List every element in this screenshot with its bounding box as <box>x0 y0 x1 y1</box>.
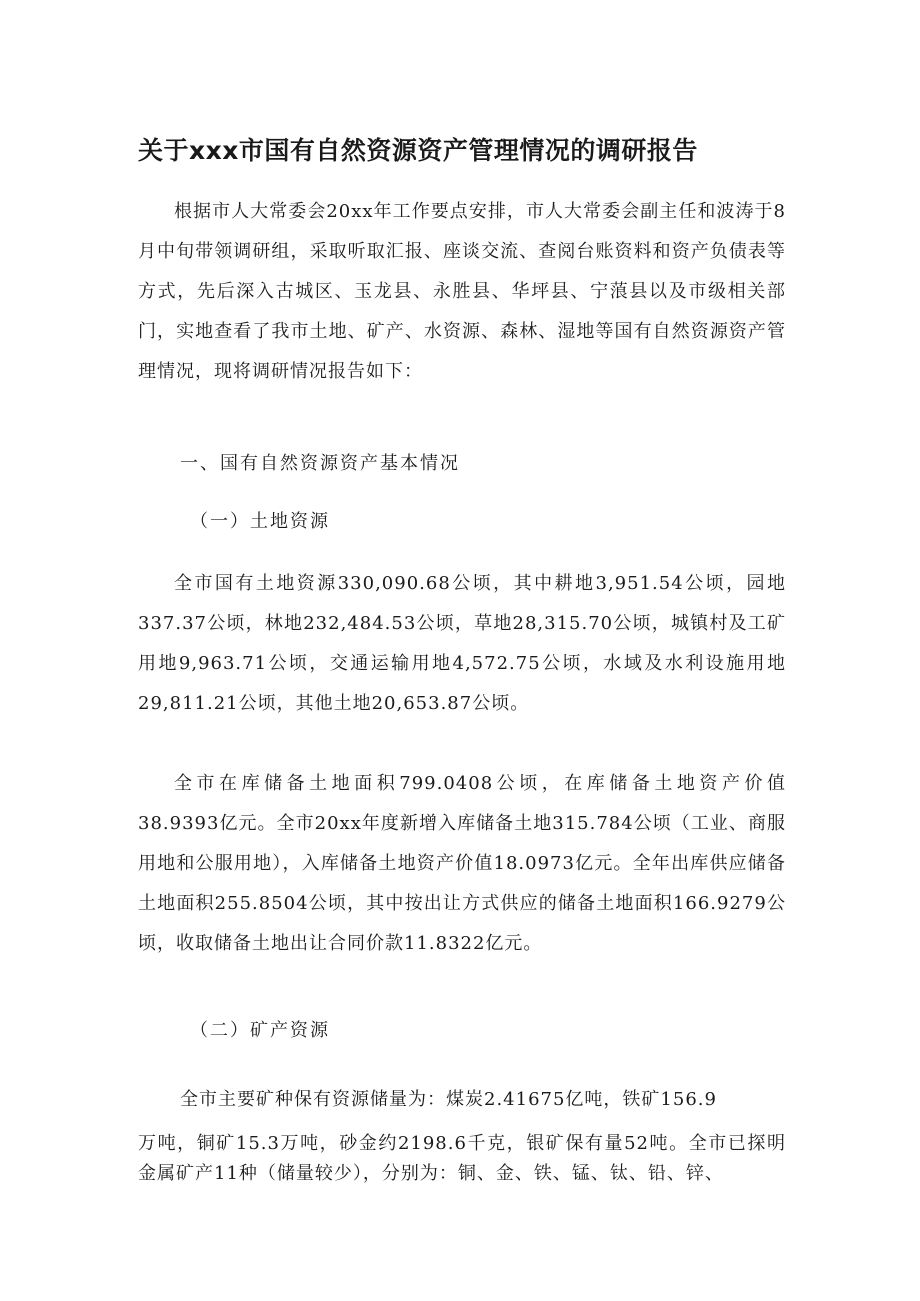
mineral-paragraph: 万吨，铜矿15.3万吨，砂金约2198.6千克，银矿保有量52吨。全市已探明金属矿产11种（储量较少），分别为：铜、金、铁、锰、钛、铅、锌、 <box>138 1133 786 1184</box>
subsection-heading-mineral: （二）矿产资源 <box>190 1020 330 1041</box>
document-title: 关于xxx市国有自然资源资产管理情况的调研报告 <box>138 136 698 165</box>
intro-paragraph: 根据市人大常委会20xx年工作要点安排，市人大常委会副主任和波涛于8月中旬带领调研组，采取听取汇报、座谈交流、查阅台账资料和资产负债表等方式，先后深入古城区、玉龙县、永胜县、华坪县、宁蒗县以及市级相关部门，实地查看了我市土地、矿产、水资源、森林、湿地等国有自然资源资产管理情况，现将调研情况报告如下： <box>138 201 786 382</box>
land-paragraph-1: 全市国有土地资源330,090.68公顷，其中耕地3,951.54公顷，园地337.37公顷，林地232,484.53公顷，草地28,315.70公顷，城镇村及工矿用地9,963.71公顷，交通运输用地4,572.75公顷，水域及水利设施用地29,811.21公顷，其他土地20,653.87公顷。 <box>138 573 786 714</box>
subsection-heading-land: （一）土地资源 <box>190 511 330 532</box>
section-heading: 一、国有自然资源资产基本情况 <box>180 453 460 474</box>
mineral-line-1: 全市主要矿种保有资源储量为：煤炭2.41675亿吨，铁矿156.9 <box>180 1089 717 1110</box>
land-paragraph-2: 全市在库储备土地面积799.0408公顷，在库储备土地资产价值38.9393亿元。全市20xx年度新增入库储备土地315.784公顷（工业、商服用地和公服用地），入库储备土地资产价值18.0973亿元。全年出库供应储备土地面积255.8504公顷，其中按出让方式供应的储备土地面积166.9279公顷，收取储备土地出让合同价款11.8322亿元。 <box>138 773 786 954</box>
